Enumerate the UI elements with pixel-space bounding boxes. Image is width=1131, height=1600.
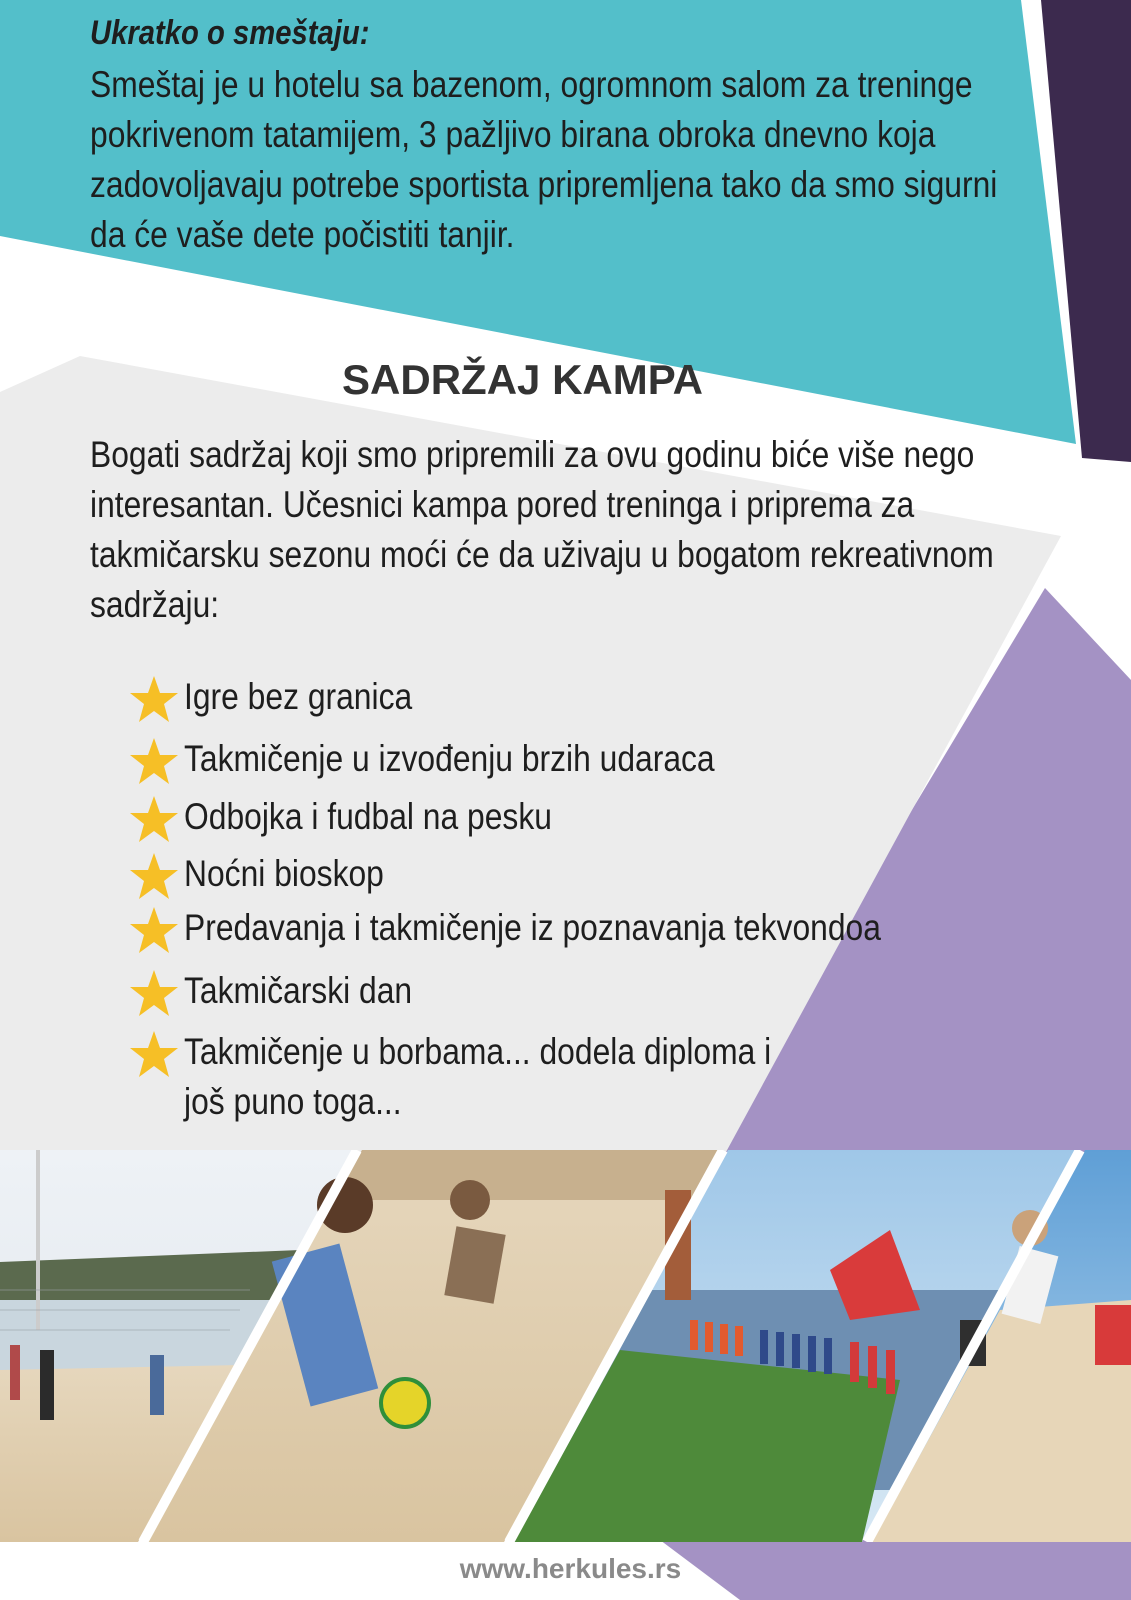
- star-icon: [128, 736, 180, 788]
- star-icon: [128, 1029, 180, 1081]
- intro-body: Smeštaj je u hotelu sa bazenom, ogromnom salom za treninge pokrivenom tatamijem, 3 pažljivo birana obroka dnevno koja zadovoljavaju potrebe sportista pripremljena tako da smo sigurni da će vaše dete počistiti tanjir.: [90, 64, 998, 255]
- list-item-label: Noćni bioskop: [184, 853, 384, 894]
- list-item-continuation: još puno toga...: [184, 1081, 402, 1122]
- intro-heading: Ukratko o smeštaju:: [90, 14, 370, 52]
- star-icon: [128, 674, 180, 726]
- list-item-label: Odbojka i fudbal na pesku: [184, 796, 552, 837]
- photo-collage: [0, 1150, 1131, 1542]
- section-title: SADRŽAJ KAMPA: [342, 356, 703, 403]
- star-icon: [128, 851, 180, 903]
- list-item-label: Predavanja i takmičenje iz poznavanja tekvondoa: [184, 907, 881, 948]
- star-icon: [128, 968, 180, 1020]
- list-item-label: Takmičenje u borbama... dodela diploma i: [184, 1031, 772, 1072]
- star-icon: [128, 905, 180, 957]
- list-item-label: Igre bez granica: [184, 676, 413, 717]
- section-intro: Bogati sadržaj koji smo pripremili za ovu godinu biće više nego interesantan. Učesnici kampa pored treninga i priprema za takmičarsku sezonu moći će da uživaju u bogatom rekreativnom sadržaju:: [90, 434, 994, 625]
- list-item-label: Takmičenje u izvođenju brzih udaraca: [184, 738, 715, 779]
- list-item-label: Takmičarski dan: [184, 970, 413, 1011]
- footer-url[interactable]: www.herkules.rs: [459, 1553, 682, 1584]
- star-icon: [128, 794, 180, 846]
